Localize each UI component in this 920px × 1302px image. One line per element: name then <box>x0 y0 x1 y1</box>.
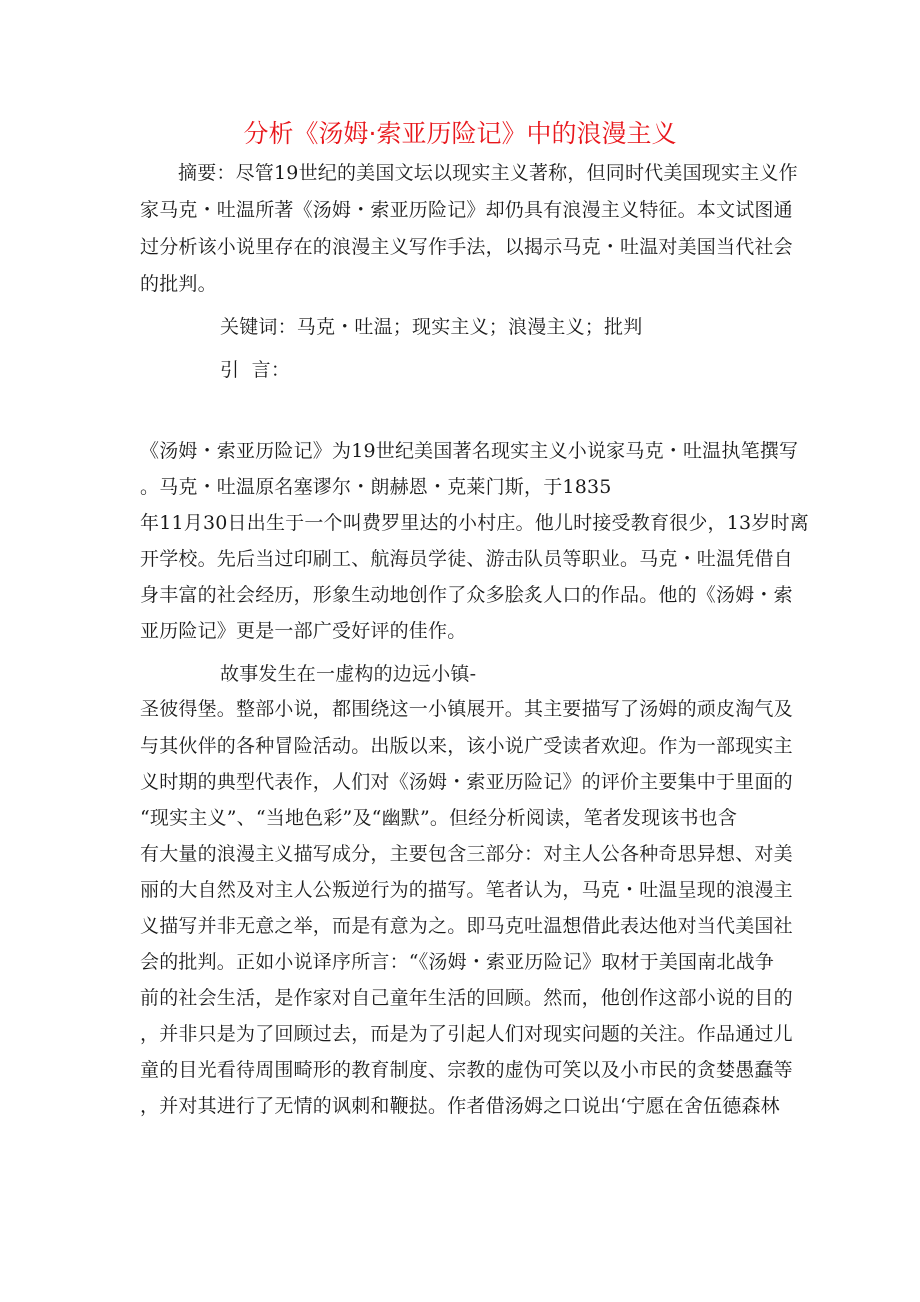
paragraph-line: “现实主义”、“当地色彩”及“幽默”。但经分析阅读，笔者发现该书也含 <box>140 807 738 829</box>
paragraph-line: 。马克・吐温原名塞谬尔・朗赫恩・克莱门斯，于1835 <box>140 476 612 498</box>
intro-heading: 引 言： <box>220 359 291 381</box>
paragraph-line: ，并非只是为了回顾过去，而是为了引起人们对现实问题的关注。作品通过儿 <box>140 1023 793 1045</box>
paragraph-line: 与其伙伴的各种冒险活动。出版以来，该小说广受读者欢迎。作为一部现实主 <box>140 735 793 757</box>
paragraph-line: 义描写并非无意之举，而是有意为之。即马克吐温想借此表达他对当代美国社 <box>140 915 793 937</box>
paragraph-line: 会的批判。正如小说译序所言：“《汤姆・索亚历险记》取材于美国南北战争 <box>140 951 775 973</box>
paragraph-line: 前的社会生活，是作家对自己童年生活的回顾。然而，他创作这部小说的目的 <box>140 987 793 1009</box>
paragraph-line: 童的目光看待周围畸形的教育制度、宗教的虚伪可笑以及小市民的贪婪愚蠢等 <box>140 1059 793 1081</box>
keywords-line: 关键词：马克・吐温；现实主义；浪漫主义；批判 <box>220 316 643 338</box>
document-title: 分析《汤姆·索亚历险记》中的浪漫主义 <box>243 119 677 148</box>
abstract-line: 家马克・吐温所著《汤姆・索亚历险记》却仍具有浪漫主义特征。本文试图通 <box>140 199 793 221</box>
paragraph-line: 圣彼得堡。整部小说，都围绕这一小镇展开。其主要描写了汤姆的顽皮淘气及 <box>140 698 793 720</box>
paragraph-line: 有大量的浪漫主义描写成分，主要包含三部分：对主人公各种奇思异想、对美 <box>140 843 793 865</box>
paragraph-line: 《汤姆・索亚历险记》为19世纪美国著名现实主义小说家马克・吐温执笔撰写 <box>140 440 799 462</box>
abstract-line: 过分析该小说里存在的浪漫主义写作手法，以揭示马克・吐温对美国当代社会 <box>140 236 793 258</box>
paragraph-line: 亚历险记》更是一部广受好评的佳作。 <box>140 620 467 642</box>
paragraph-line: 丽的大自然及对主人公叛逆行为的描写。笔者认为，马克・吐温呈现的浪漫主 <box>140 879 793 901</box>
abstract-line: 的批判。 <box>140 273 217 295</box>
paragraph-line: ，并对其进行了无情的讽刺和鞭挞。作者借汤姆之口说出‘宁愿在舍伍德森林 <box>140 1095 780 1117</box>
paragraph-line: 义时期的典型代表作，人们对《汤姆・索亚历险记》的评价主要集中于里面的 <box>140 771 793 793</box>
paragraph-line: 年11月30日出生于一个叫费罗里达的小村庄。他儿时接受教育很少，13岁时离 <box>140 512 809 534</box>
abstract-line: 摘要：尽管19世纪的美国文坛以现实主义著称，但同时代美国现实主义作 <box>178 162 798 184</box>
paragraph-line: 开学校。先后当过印刷工、航海员学徒、游击队员等职业。马克・吐温凭借自 <box>140 548 793 570</box>
paragraph-line: 身丰富的社会经历，形象生动地创作了众多脍炙人口的作品。他的《汤姆・索 <box>140 584 793 606</box>
paragraph-line: 故事发生在一虚构的边远小镇- <box>220 663 477 685</box>
